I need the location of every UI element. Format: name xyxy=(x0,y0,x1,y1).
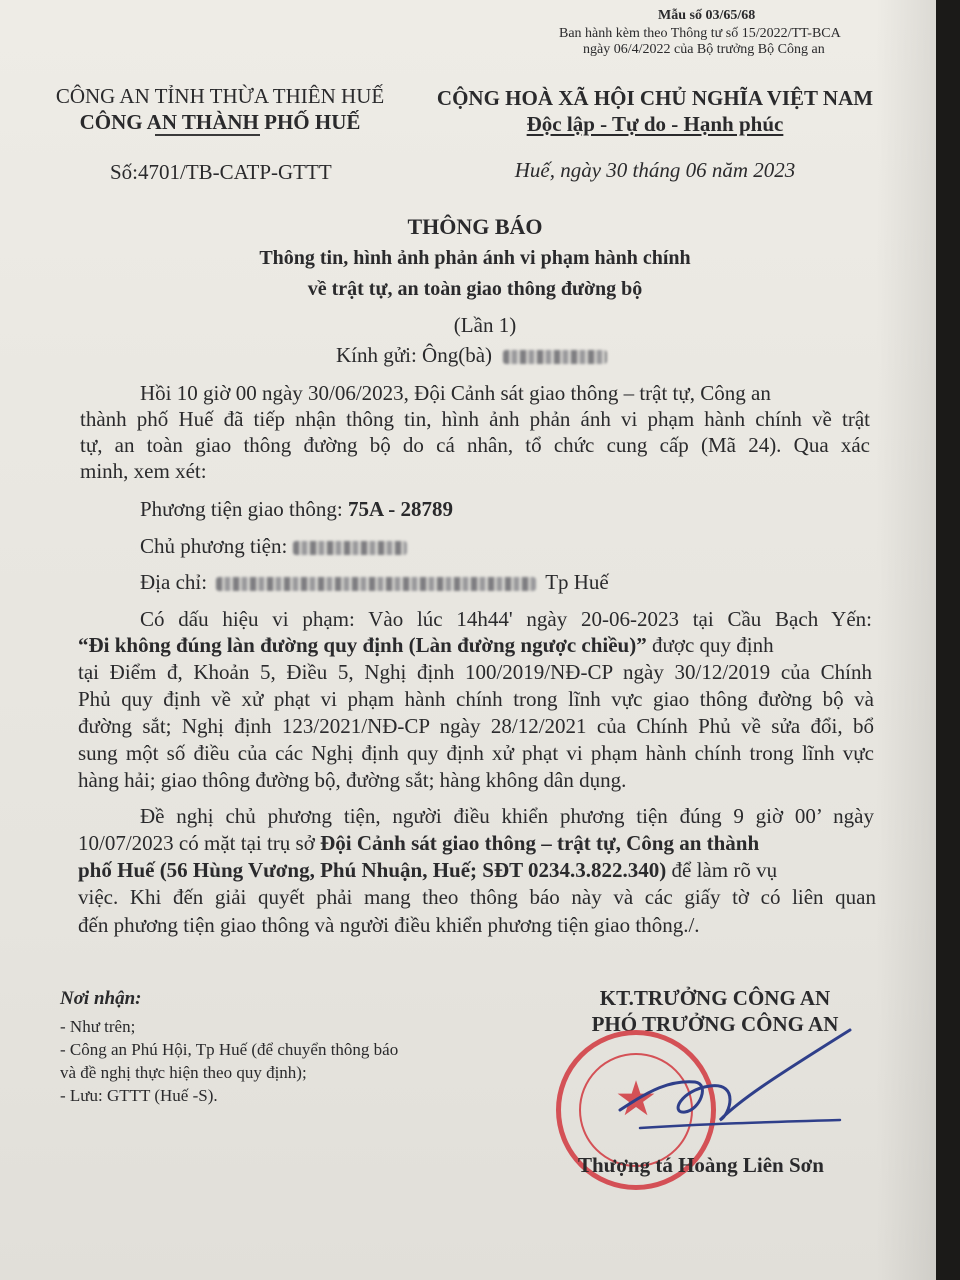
address-line xyxy=(140,569,609,596)
redacted-address xyxy=(216,577,536,591)
legal-line-4: sung một số điều của các Nghị định quy định xử phạt vi phạm hành chính trong lĩnh vực xyxy=(78,741,874,765)
request-line-2-pre: 10/07/2023 có mặt tại trụ sở xyxy=(78,831,321,855)
legal-line-1: tại Điểm đ, Khoản 5, Điều 5, Nghị định 100/2019/NĐ-CP ngày 30/12/2019 của Chính xyxy=(78,660,872,684)
legal-line-2: Phủ quy định về xử phạt vi phạm hành chính trong lĩnh vực giao thông đường bộ và xyxy=(78,687,874,711)
notice-title: THÔNG BÁO xyxy=(407,214,543,239)
violation-line xyxy=(78,632,774,659)
agency-province: CÔNG AN TỈNH THỪA THIÊN HUẾ xyxy=(55,84,385,108)
agency-underline xyxy=(155,134,260,136)
paragraph-1-line-4: minh, xem xét: xyxy=(80,459,207,483)
notice-iteration: (Lần 1) xyxy=(453,313,517,337)
vehicle-label: Phương tiện giao thông: xyxy=(140,497,343,521)
request-line-4: việc. Khi đến giải quyết phải mang theo thông báo này và các giấy tờ có liên quan xyxy=(78,885,876,909)
request-line-3-post: để làm rõ vụ xyxy=(666,858,778,882)
request-line-5: đến phương tiện giao thông và người điều khiển phương tiện giao thông./. xyxy=(78,913,700,937)
request-line-2 xyxy=(78,830,759,857)
violation-intro: Có dấu hiệu vi phạm: Vào lúc 14h44' ngày 20-06-2023 tại Cầu Bạch Yến: xyxy=(140,607,872,631)
redacted-recipient xyxy=(503,350,607,364)
seal-star-icon: ★ xyxy=(614,1071,658,1127)
owner-label: Chủ phương tiện: xyxy=(140,534,288,558)
form-circular: Ban hành kèm theo Thông tư số 15/2022/TT-BCA xyxy=(559,26,841,41)
vehicle-plate: 75A - 28789 xyxy=(347,497,453,521)
request-line-1: Đề nghị chủ phương tiện, người điều khiển phương tiện đúng 9 giờ 00’ ngày xyxy=(140,804,874,828)
signer-title-1: KT.TRƯỞNG CÔNG AN xyxy=(599,986,831,1010)
violation-after: được quy định xyxy=(646,633,774,657)
paragraph-1-line-2: thành phố Huế đã tiếp nhận thông tin, hình ảnh phản ánh vi phạm hành chính về trật xyxy=(80,407,870,431)
vehicle-line xyxy=(140,496,453,523)
request-line-3 xyxy=(78,857,777,884)
form-number: Mẫu số 03/65/68 xyxy=(658,8,756,23)
paragraph-1-line-3: tự, an toàn giao thông đường bộ do cá nhân, tổ chức cung cấp (Mã 24). Qua xác xyxy=(80,433,870,457)
address-label: Địa chỉ: xyxy=(140,570,208,594)
violation-description: “Đi không đúng làn đường quy định (Làn đường ngược chiều)” xyxy=(78,633,647,657)
recipients-label: Nơi nhận: xyxy=(60,988,142,1009)
legal-line-3: đường sắt; Nghị định 123/2021/NĐ-CP ngày 28/12/2021 của Chính Phủ về sửa đổi, bổ xyxy=(78,714,874,738)
national-motto: Độc lập - Tự do - Hạnh phúc xyxy=(526,112,784,136)
paragraph-1-line-1: Hồi 10 giờ 00 ngày 30/06/2023, Đội Cảnh sát giao thông – trật tự, Công an xyxy=(140,381,771,405)
signer-title-2: PHÓ TRƯỞNG CÔNG AN xyxy=(591,1012,839,1036)
notice-subtitle-2: về trật tự, an toàn giao thông đường bộ xyxy=(307,278,643,300)
redacted-owner xyxy=(293,541,407,555)
form-date: ngày 06/4/2022 của Bộ trưởng Bộ Công an xyxy=(583,42,825,57)
request-office-address: phố Huế (56 Hùng Vương, Phú Nhuận, Huế; SĐT 0234.3.822.340) xyxy=(78,858,667,882)
recipient-item-3: và đề nghị thực hiện theo quy định); xyxy=(60,1063,307,1082)
issue-date: Huế, ngày 30 tháng 06 năm 2023 xyxy=(514,158,796,182)
recipient-item-4: - Lưu: GTTT (Huế -S). xyxy=(60,1086,218,1105)
document-number: Số:4701/TB-CATP-GTTT xyxy=(110,160,332,184)
signer-name: Thượng tá Hoàng Liên Sơn xyxy=(578,1153,824,1177)
agency-city: CÔNG AN THÀNH PHỐ HUẾ xyxy=(79,110,361,134)
recipient-line xyxy=(336,343,607,368)
notice-subtitle-1: Thông tin, hình ảnh phản ánh vi phạm hành chính xyxy=(259,247,691,269)
recipient-item-1: - Như trên; xyxy=(60,1017,136,1036)
recipient-item-2: - Công an Phú Hội, Tp Huế (để chuyển thông báo xyxy=(60,1040,399,1059)
address-city: Tp Huế xyxy=(545,570,609,594)
owner-line xyxy=(140,533,407,560)
request-office: Đội Cảnh sát giao thông – trật tự, Công an thành xyxy=(320,831,760,855)
legal-line-5: hàng hải; giao thông đường bộ, đường sắt; hàng không dân dụng. xyxy=(78,768,627,792)
national-title: CỘNG HOÀ XÃ HỘI CHỦ NGHĨA VIỆT NAM xyxy=(436,86,874,110)
recipient-label: Kính gửi: Ông(bà) xyxy=(336,343,493,367)
